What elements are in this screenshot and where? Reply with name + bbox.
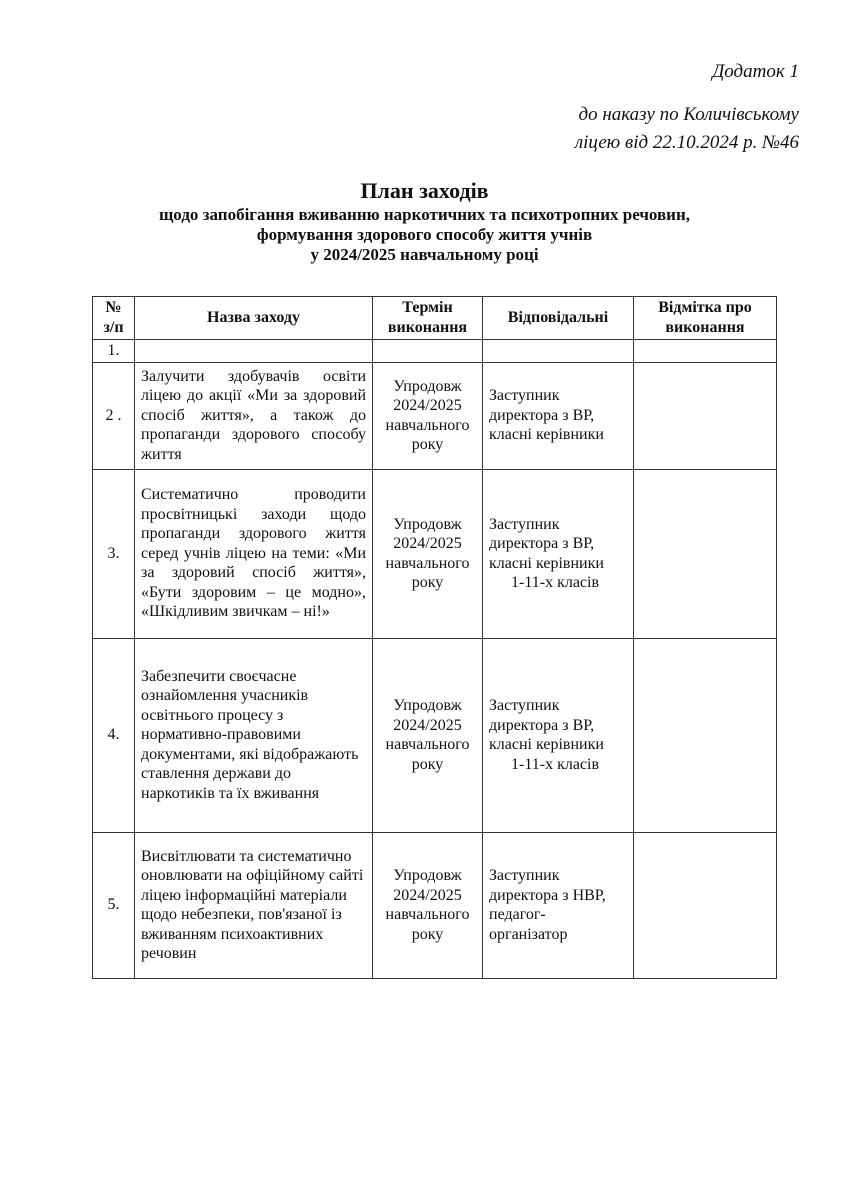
responsible-line: Заступник xyxy=(489,387,560,405)
term-line: навчального xyxy=(385,554,470,572)
header-number-symbol: № xyxy=(105,299,122,316)
row-number: 2 . xyxy=(93,362,135,469)
row-number: 5. xyxy=(93,832,135,978)
responsible-line: Заступник xyxy=(489,515,560,533)
term-line: 2024/2025 xyxy=(393,535,462,552)
term-cell xyxy=(373,832,483,978)
header-number xyxy=(93,297,135,340)
header-completion-mark xyxy=(634,297,777,340)
responsible-line: класні керівники xyxy=(489,554,604,572)
term-line: року xyxy=(411,925,444,943)
document-title-block xyxy=(0,177,849,265)
header-term xyxy=(373,297,483,340)
activity-name: Залучити здобувачів освіти ліцею до акції «Ми за здоровий спосіб життя», а також до пропаганди здорового способу життя xyxy=(135,362,373,469)
responsible-line: директора з ВР, xyxy=(489,406,595,424)
term-line: Упродовж xyxy=(393,515,462,533)
completion-mark-cell xyxy=(634,362,777,469)
header-mark-line-1: Відмітка про xyxy=(658,299,752,316)
term-line: року xyxy=(411,436,444,453)
term-line: навчального xyxy=(385,736,470,753)
term-line: навчального xyxy=(385,906,470,923)
document-subtitle-line-2: формування здорового способу життя учнів xyxy=(256,225,593,244)
responsible-line: Заступник xyxy=(489,697,560,714)
activity-name: Забезпечити своєчасне ознайомлення учасників освітнього процесу з нормативно-правовими документами, які відображають ставлення держави до наркотиків та їх вживання xyxy=(135,638,373,832)
term-line: 2024/2025 xyxy=(393,886,462,904)
responsible-cell xyxy=(483,832,634,978)
responsible-line: класні керівники xyxy=(489,426,604,444)
table-row xyxy=(93,638,777,832)
responsible-line: 1-11-х класів xyxy=(511,574,600,591)
responsible-cell xyxy=(483,340,634,363)
activity-name xyxy=(135,340,373,363)
responsible-line: директора з ВР, xyxy=(489,535,595,552)
term-line: 2024/2025 xyxy=(393,397,462,414)
completion-mark-cell xyxy=(634,340,777,363)
responsible-line: педагог- xyxy=(489,906,546,923)
responsible-cell xyxy=(483,469,634,638)
completion-mark-cell xyxy=(634,469,777,638)
row-number: 4. xyxy=(93,638,135,832)
activity-name: Висвітлювати та систематично оновлювати на офіційному сайті ліцею інформаційні матеріали щодо небезпеки, пов'язаної із вживанням психоактивних речовин xyxy=(135,832,373,978)
header-term-line-2: виконання xyxy=(387,319,468,336)
table-row xyxy=(93,362,777,469)
appendix-label xyxy=(712,58,799,86)
header-number-abbrev: з/п xyxy=(103,319,124,336)
activity-name: Систематично проводити просвітницькі заходи щодо пропаганди здорового життя серед учнів ліцею на теми: «Ми за здоровий спосіб життя», «Бути здоровим – це модно», «Шкідливим звичкам – ні!» xyxy=(135,469,373,638)
table-row xyxy=(93,832,777,978)
table-row xyxy=(93,469,777,638)
header-responsible: Відповідальні xyxy=(483,297,634,340)
responsible-cell xyxy=(483,638,634,832)
responsible-line: Заступник xyxy=(489,867,560,884)
responsible-line: організатор xyxy=(489,925,568,943)
term-cell xyxy=(373,638,483,832)
term-cell xyxy=(373,469,483,638)
header-mark-line-2: виконання xyxy=(665,319,745,336)
term-line: року xyxy=(411,574,444,591)
table-row xyxy=(93,340,777,363)
term-cell xyxy=(373,340,483,363)
completion-mark-cell xyxy=(634,638,777,832)
row-number: 3. xyxy=(93,469,135,638)
table-header-row xyxy=(93,297,777,340)
row-number: 1. xyxy=(93,340,135,363)
document-subtitle-line-1: щодо запобігання вживанню наркотичних та психотропних речовин, xyxy=(158,205,691,224)
term-cell xyxy=(373,362,483,469)
term-line: 2024/2025 xyxy=(393,716,462,734)
document-subtitle-line-3: у 2024/2025 навчальному році xyxy=(310,245,539,264)
responsible-line: 1-11-х класів xyxy=(511,755,600,773)
header-term-line-1: Термін xyxy=(402,299,453,316)
responsible-line: класні керівники xyxy=(489,736,604,753)
term-line: Упродовж xyxy=(393,697,462,714)
responsible-cell xyxy=(483,362,634,469)
order-reference-line-1: до наказу по Количівському xyxy=(578,104,799,125)
term-line: Упродовж xyxy=(393,377,462,395)
appendix-order-reference xyxy=(575,101,799,157)
responsible-line: директора з НВР, xyxy=(489,886,606,904)
order-reference-line-2: ліцею від 22.10.2024 р. №46 xyxy=(574,132,799,153)
completion-mark-cell xyxy=(634,832,777,978)
term-line: року xyxy=(411,755,444,773)
appendix-label-text: Додаток 1 xyxy=(712,61,799,82)
responsible-line: директора з ВР, xyxy=(489,716,595,734)
term-line: Упродовж xyxy=(393,867,462,884)
term-line: навчального xyxy=(385,416,470,434)
action-plan-table xyxy=(92,296,777,979)
document-title: План заходів xyxy=(360,178,489,203)
header-activity-name: Назва заходу xyxy=(135,297,373,340)
